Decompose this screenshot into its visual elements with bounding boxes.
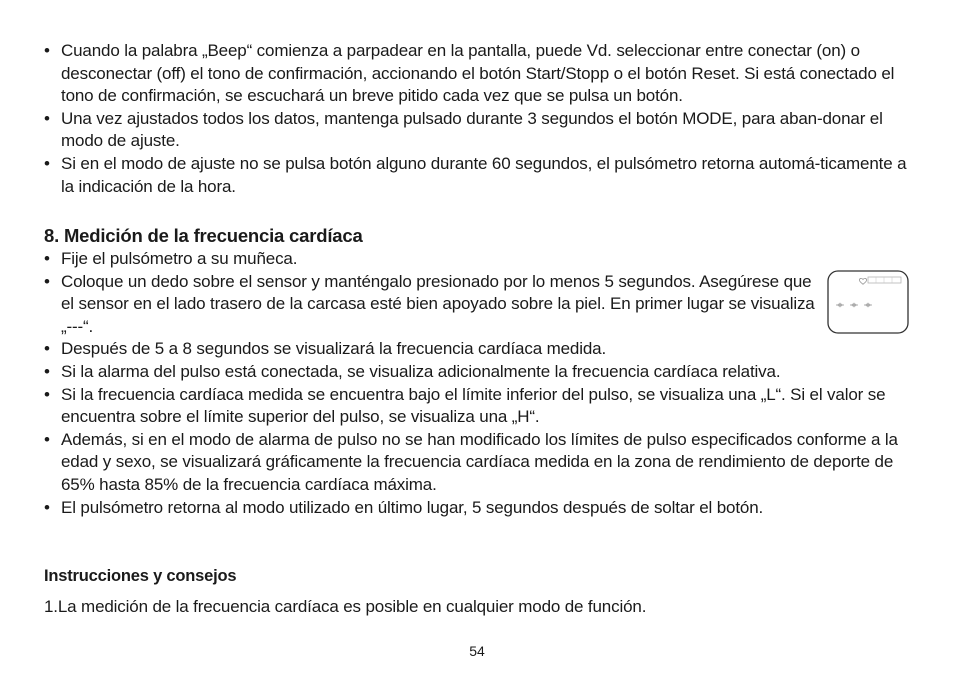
bullet-marker: •: [44, 384, 50, 404]
bullet-text: Si la alarma del pulso está conectada, se visualiza adicionalmente la frecuencia cardíaca relativa.: [61, 361, 781, 381]
list-item: [44, 40, 914, 108]
bullet-marker: •: [44, 41, 50, 60]
tips-item: 1.La medición de la frecuencia cardíaca es posible en cualquier modo de función.: [44, 597, 647, 616]
bullet-text: Cuando la palabra „Beep“ comienza a parpadear en la pantalla, puede Vd. seleccionar entre conectar (on) o desconectar (off) el tono de confirmación, accionando el botón Start/Stopp o el botón Reset. Si está conectado el tono de confirmación, se escuchará un breve pitido cada vez que se pulsa un botón.: [61, 41, 895, 106]
list-item: [44, 497, 924, 520]
bullet-text: Coloque un dedo sobre el sensor y manténgalo presionado por lo menos 5 segundos. Asegúrese que el sensor en el lado trasero de la carcasa esté bien apoyado sobre la piel. En primer lugar se visualiza: [61, 271, 815, 314]
list-item: [44, 271, 924, 339]
bullet-text: El pulsómetro retorna al modo utilizado en último lugar, 5 segundos después de soltar el botón.: [61, 497, 764, 517]
page-number: 54: [469, 643, 485, 659]
tips-heading: Instrucciones y consejos: [44, 567, 237, 585]
intro-bullet-list: [44, 40, 914, 198]
bullet-text: Después de 5 a 8 segundos se visualizará la frecuencia cardíaca medida.: [61, 339, 607, 359]
bullet-marker: •: [44, 249, 50, 268]
bullet-marker: •: [44, 271, 50, 291]
list-item: [44, 361, 924, 384]
bullet-text: Si la frecuencia cardíaca medida se encuentra bajo el límite inferior del pulso, se visualiza una „L“. Si el valor se encuentra sobre el límite superior del pulso, se visualiza una „H“.: [61, 384, 886, 427]
bullet-text: Además, si en el modo de alarma de pulso no se han modificado los límites de pulso especificados conforme a la edad y sexo, se visualizará gráficamente la frecuencia cardíaca medida en la zona de rendimiento de deporte de 65% hasta 85% de la frecuencia cardíaca máxima.: [61, 429, 898, 494]
list-item: [44, 108, 914, 153]
section-bullet-list: [44, 248, 924, 519]
bullet-marker: •: [44, 153, 50, 173]
bullet-marker: •: [44, 497, 50, 517]
bullet-marker: •: [44, 108, 50, 128]
section-heading: 8. Medición de la frecuencia cardíaca: [44, 225, 363, 246]
bullet-text: Si en el modo de ajuste no se pulsa botón alguno durante 60 segundos, el pulsómetro retorna automá-ticamente a la indicación de la hora.: [61, 153, 907, 196]
list-item: [44, 384, 924, 429]
display-reading-text: „---“.: [61, 316, 94, 336]
bullet-marker: •: [44, 429, 50, 449]
list-item: [44, 248, 924, 271]
list-item: [44, 153, 914, 198]
bullet-text: Fije el pulsómetro a su muñeca.: [61, 249, 298, 268]
list-item: [44, 338, 924, 361]
list-item: [44, 429, 924, 497]
bullet-text: Una vez ajustados todos los datos, mantenga pulsado durante 3 segundos el botón MODE, para aban-donar el modo de ajuste.: [61, 108, 883, 151]
bullet-marker: •: [44, 361, 50, 381]
watch-display-icon: [827, 270, 909, 334]
bullet-marker: •: [44, 339, 50, 359]
